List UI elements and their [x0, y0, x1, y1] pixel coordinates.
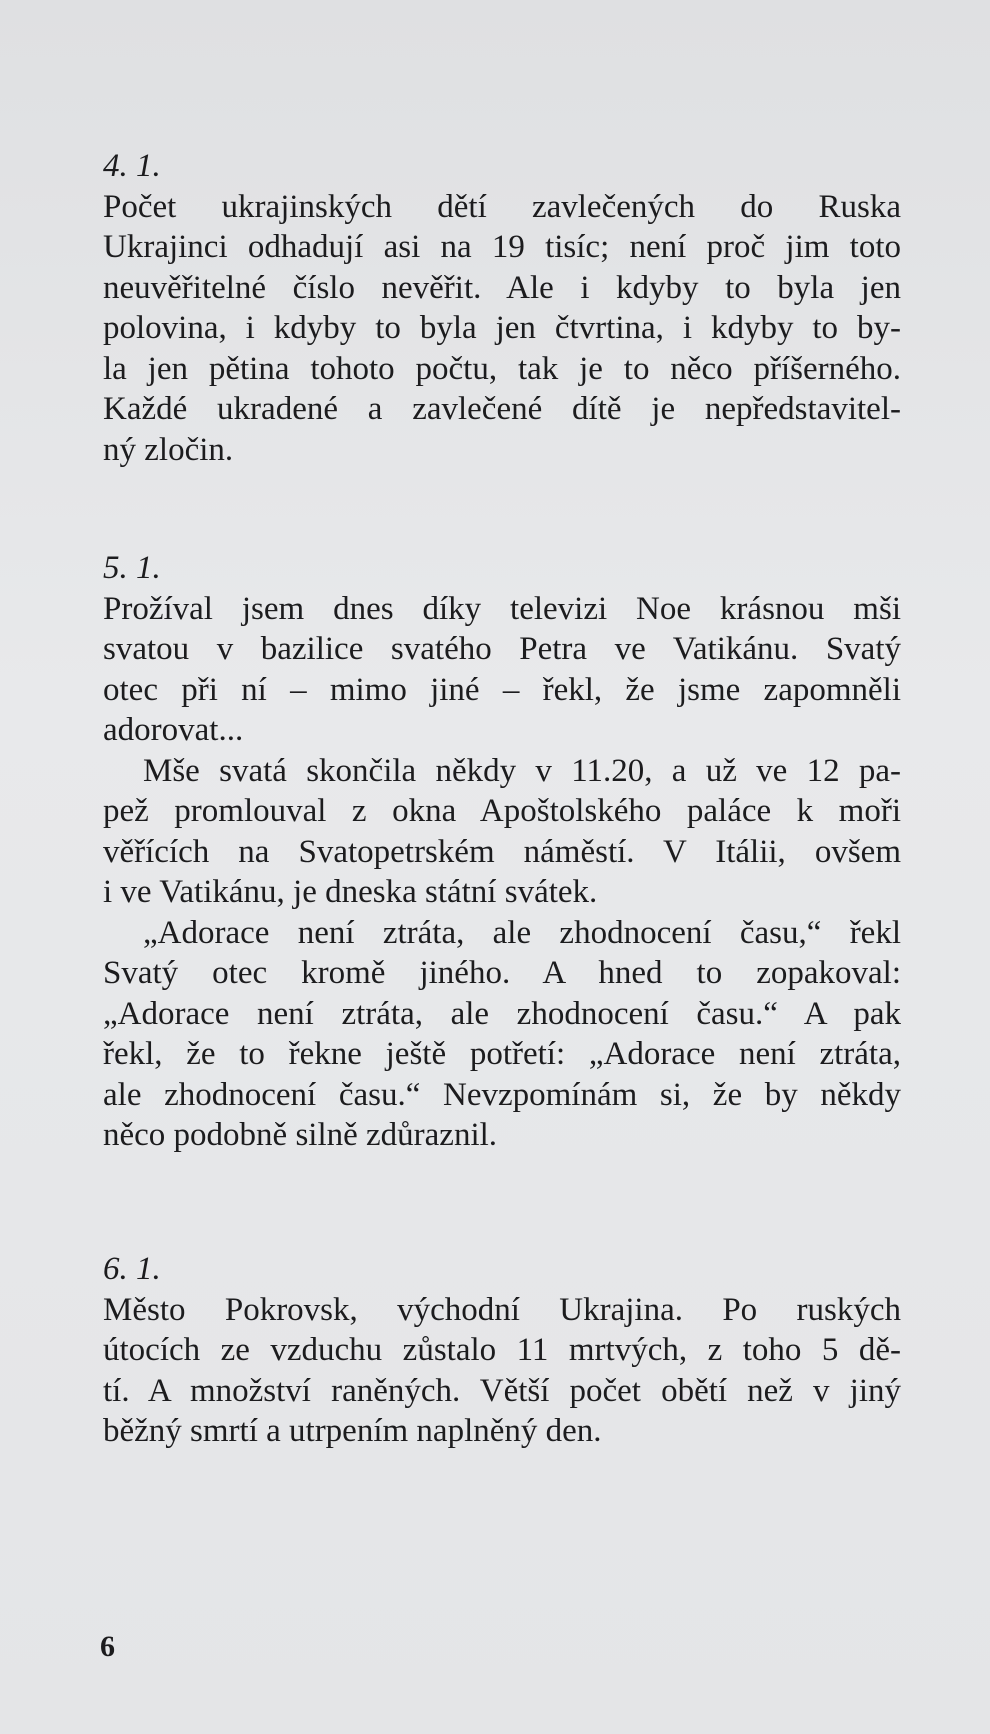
text-line: Každé ukradené a zavlečené dítě je nepředstavitel-: [103, 391, 901, 427]
text-line: Ukrajinci odhadují asi na 19 tisíc; není proč jim toto: [103, 229, 901, 265]
text-line: řekl, že to řekne ještě potřetí: „Adorace není ztráta,: [103, 1036, 901, 1072]
entry-paragraph: [103, 187, 901, 471]
entry-paragraph: [103, 913, 901, 1156]
entry-paragraph: [103, 1290, 901, 1452]
text-line: Počet ukrajinských dětí zavlečených do Ruska: [103, 188, 901, 225]
text-line: běžný smrtí a utrpením naplněný den.: [103, 1413, 602, 1449]
entry-date: 5. 1.: [103, 550, 161, 586]
text-line: polovina, i kdyby to byla jen čtvrtina, i kdyby to by-: [103, 310, 901, 346]
text-line: la jen pětina tohoto počtu, tak je to něco příšerného.: [103, 350, 901, 387]
text-line: tí. A množství raněných. Větší počet obětí než v jiný: [103, 1372, 901, 1409]
text-line: neuvěřitelné číslo nevěřit. Ale i kdyby to byla jen: [103, 269, 901, 306]
page-number: 6: [100, 1630, 115, 1663]
text-line: pež promlouval z okna Apoštolského paláce k moři: [103, 793, 901, 829]
text-line: „Adorace není ztráta, ale zhodnocení času,“ řekl: [143, 914, 901, 951]
text-line: ale zhodnocení času.“ Nevzpomínám si, že by někdy: [103, 1076, 901, 1113]
entry-date: 4. 1.: [103, 148, 161, 184]
text-line: adorovat...: [103, 712, 244, 748]
text-line: i ve Vatikánu, je dneska státní svátek.: [103, 874, 598, 910]
entry-6-1: [103, 1249, 901, 1452]
text-line: Svatý otec kromě jiného. A hned to zopakoval:: [103, 955, 901, 991]
text-line: svatou v bazilice svatého Petra ve Vatikánu. Svatý: [103, 631, 901, 667]
text-line: „Adorace není ztráta, ale zhodnocení času.“ A pak: [103, 995, 901, 1032]
entry-5-1: [103, 548, 901, 1156]
text-line: Prožíval jsem dnes díky televizi Noe krásnou mši: [103, 590, 901, 627]
entry-paragraph: [103, 751, 901, 913]
text-line: Mše svatá skončila někdy v 11.20, a už ve 12 pa-: [143, 752, 901, 789]
text-line: Město Pokrovsk, východní Ukrajina. Po ruských: [103, 1291, 901, 1328]
text-line: otec při ní – mimo jiné – řekl, že jsme zapomněli: [103, 671, 901, 708]
text-line: ný zločin.: [103, 431, 234, 468]
text-line: něco podobně silně zdůraznil.: [103, 1117, 498, 1153]
text-line: věřících na Svatopetrském náměstí. V Itálii, ovšem: [103, 833, 901, 870]
entry-date: 6. 1.: [103, 1251, 161, 1287]
entry-paragraph: [103, 589, 901, 751]
entry-4-1: [103, 146, 901, 470]
text-line: útocích ze vzduchu zůstalo 11 mrtvých, z toho 5 dě-: [103, 1332, 901, 1368]
